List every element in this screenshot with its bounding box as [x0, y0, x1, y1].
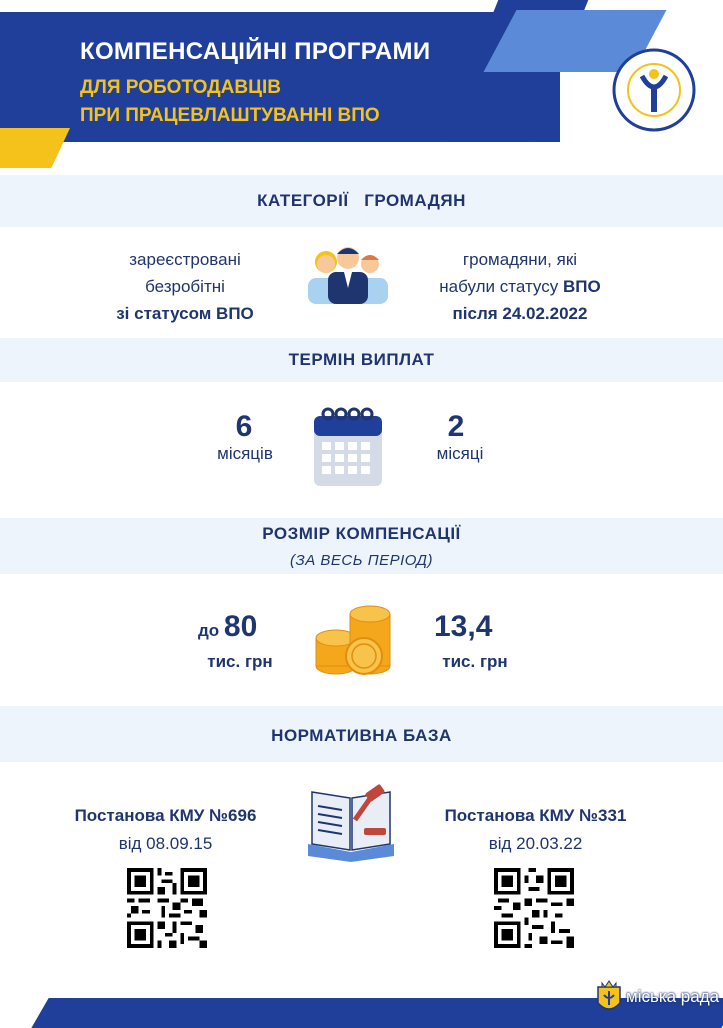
subtitle-line-2: ПРИ ПРАЦЕВЛАШТУВАННІ ВПО [80, 105, 380, 126]
page-title: КОМПЕНСАЦІЙНІ ПРОГРАМИ [80, 38, 431, 65]
categories-left-text [95, 246, 275, 327]
categories-left-line-2: безробітні [145, 277, 225, 296]
compensation-left-unit: тис. грн [207, 652, 273, 671]
city-coat-of-arms-icon [596, 979, 622, 1015]
compensation-left-prefix: до [198, 621, 224, 640]
categories-right-line-1: громадяни, які [462, 250, 578, 269]
compensation-title: РОЗМІР КОМПЕНСАЦІЇ [262, 524, 461, 543]
legal-right-name: Постанова КМУ №331 [444, 806, 627, 825]
qr-code-right[interactable] [494, 868, 574, 948]
compensation-right-value: 13,4 [434, 610, 493, 643]
employment-service-logo [612, 48, 696, 132]
law-book-icon [304, 782, 398, 862]
legal-left-date: від 08.09.15 [118, 834, 213, 853]
compensation-subtitle: (ЗА ВЕСЬ ПЕРІОД) [290, 552, 433, 569]
legal-right-date: від 20.03.22 [488, 834, 583, 853]
categories-title: КАТЕГОРІЇ ГРОМАДЯН [257, 191, 466, 210]
term-right-unit: місяці [436, 444, 484, 463]
coins-icon [312, 600, 396, 676]
people-icon [300, 240, 396, 306]
compensation-left-value [198, 610, 298, 644]
city-council-label: міська рада [626, 987, 720, 1006]
categories-right-text [420, 246, 620, 327]
term-left-unit: місяців [217, 444, 273, 463]
term-left-value: 6 [235, 410, 253, 443]
header-decor-yellow [0, 128, 70, 168]
categories-left-line-1: зареєстровані [129, 250, 241, 269]
calendar-icon [312, 406, 384, 488]
categories-right-line-2a: набули статусу [439, 277, 563, 296]
categories-right-line-2b: ВПО [562, 277, 601, 296]
term-title: ТЕРМІН ВИПЛАТ [288, 350, 435, 369]
page-subtitle [80, 74, 380, 130]
term-right-value: 2 [447, 410, 465, 443]
compensation-right-unit: тис. грн [442, 652, 508, 671]
legal-title: НОРМАТИВНА БАЗА [271, 726, 452, 745]
subtitle-line-1: ДЛЯ РОБОТОДАВЦІВ [80, 77, 281, 98]
legal-left-name: Постанова КМУ №696 [74, 806, 257, 825]
city-council-watermark [596, 976, 720, 1018]
qr-code-left[interactable] [127, 868, 207, 948]
categories-right-line-2 [420, 273, 620, 300]
categories-right-line-3: після 24.02.2022 [452, 304, 588, 323]
compensation-left-number: 80 [223, 610, 258, 643]
categories-left-line-3: зі статусом ВПО [116, 304, 254, 323]
